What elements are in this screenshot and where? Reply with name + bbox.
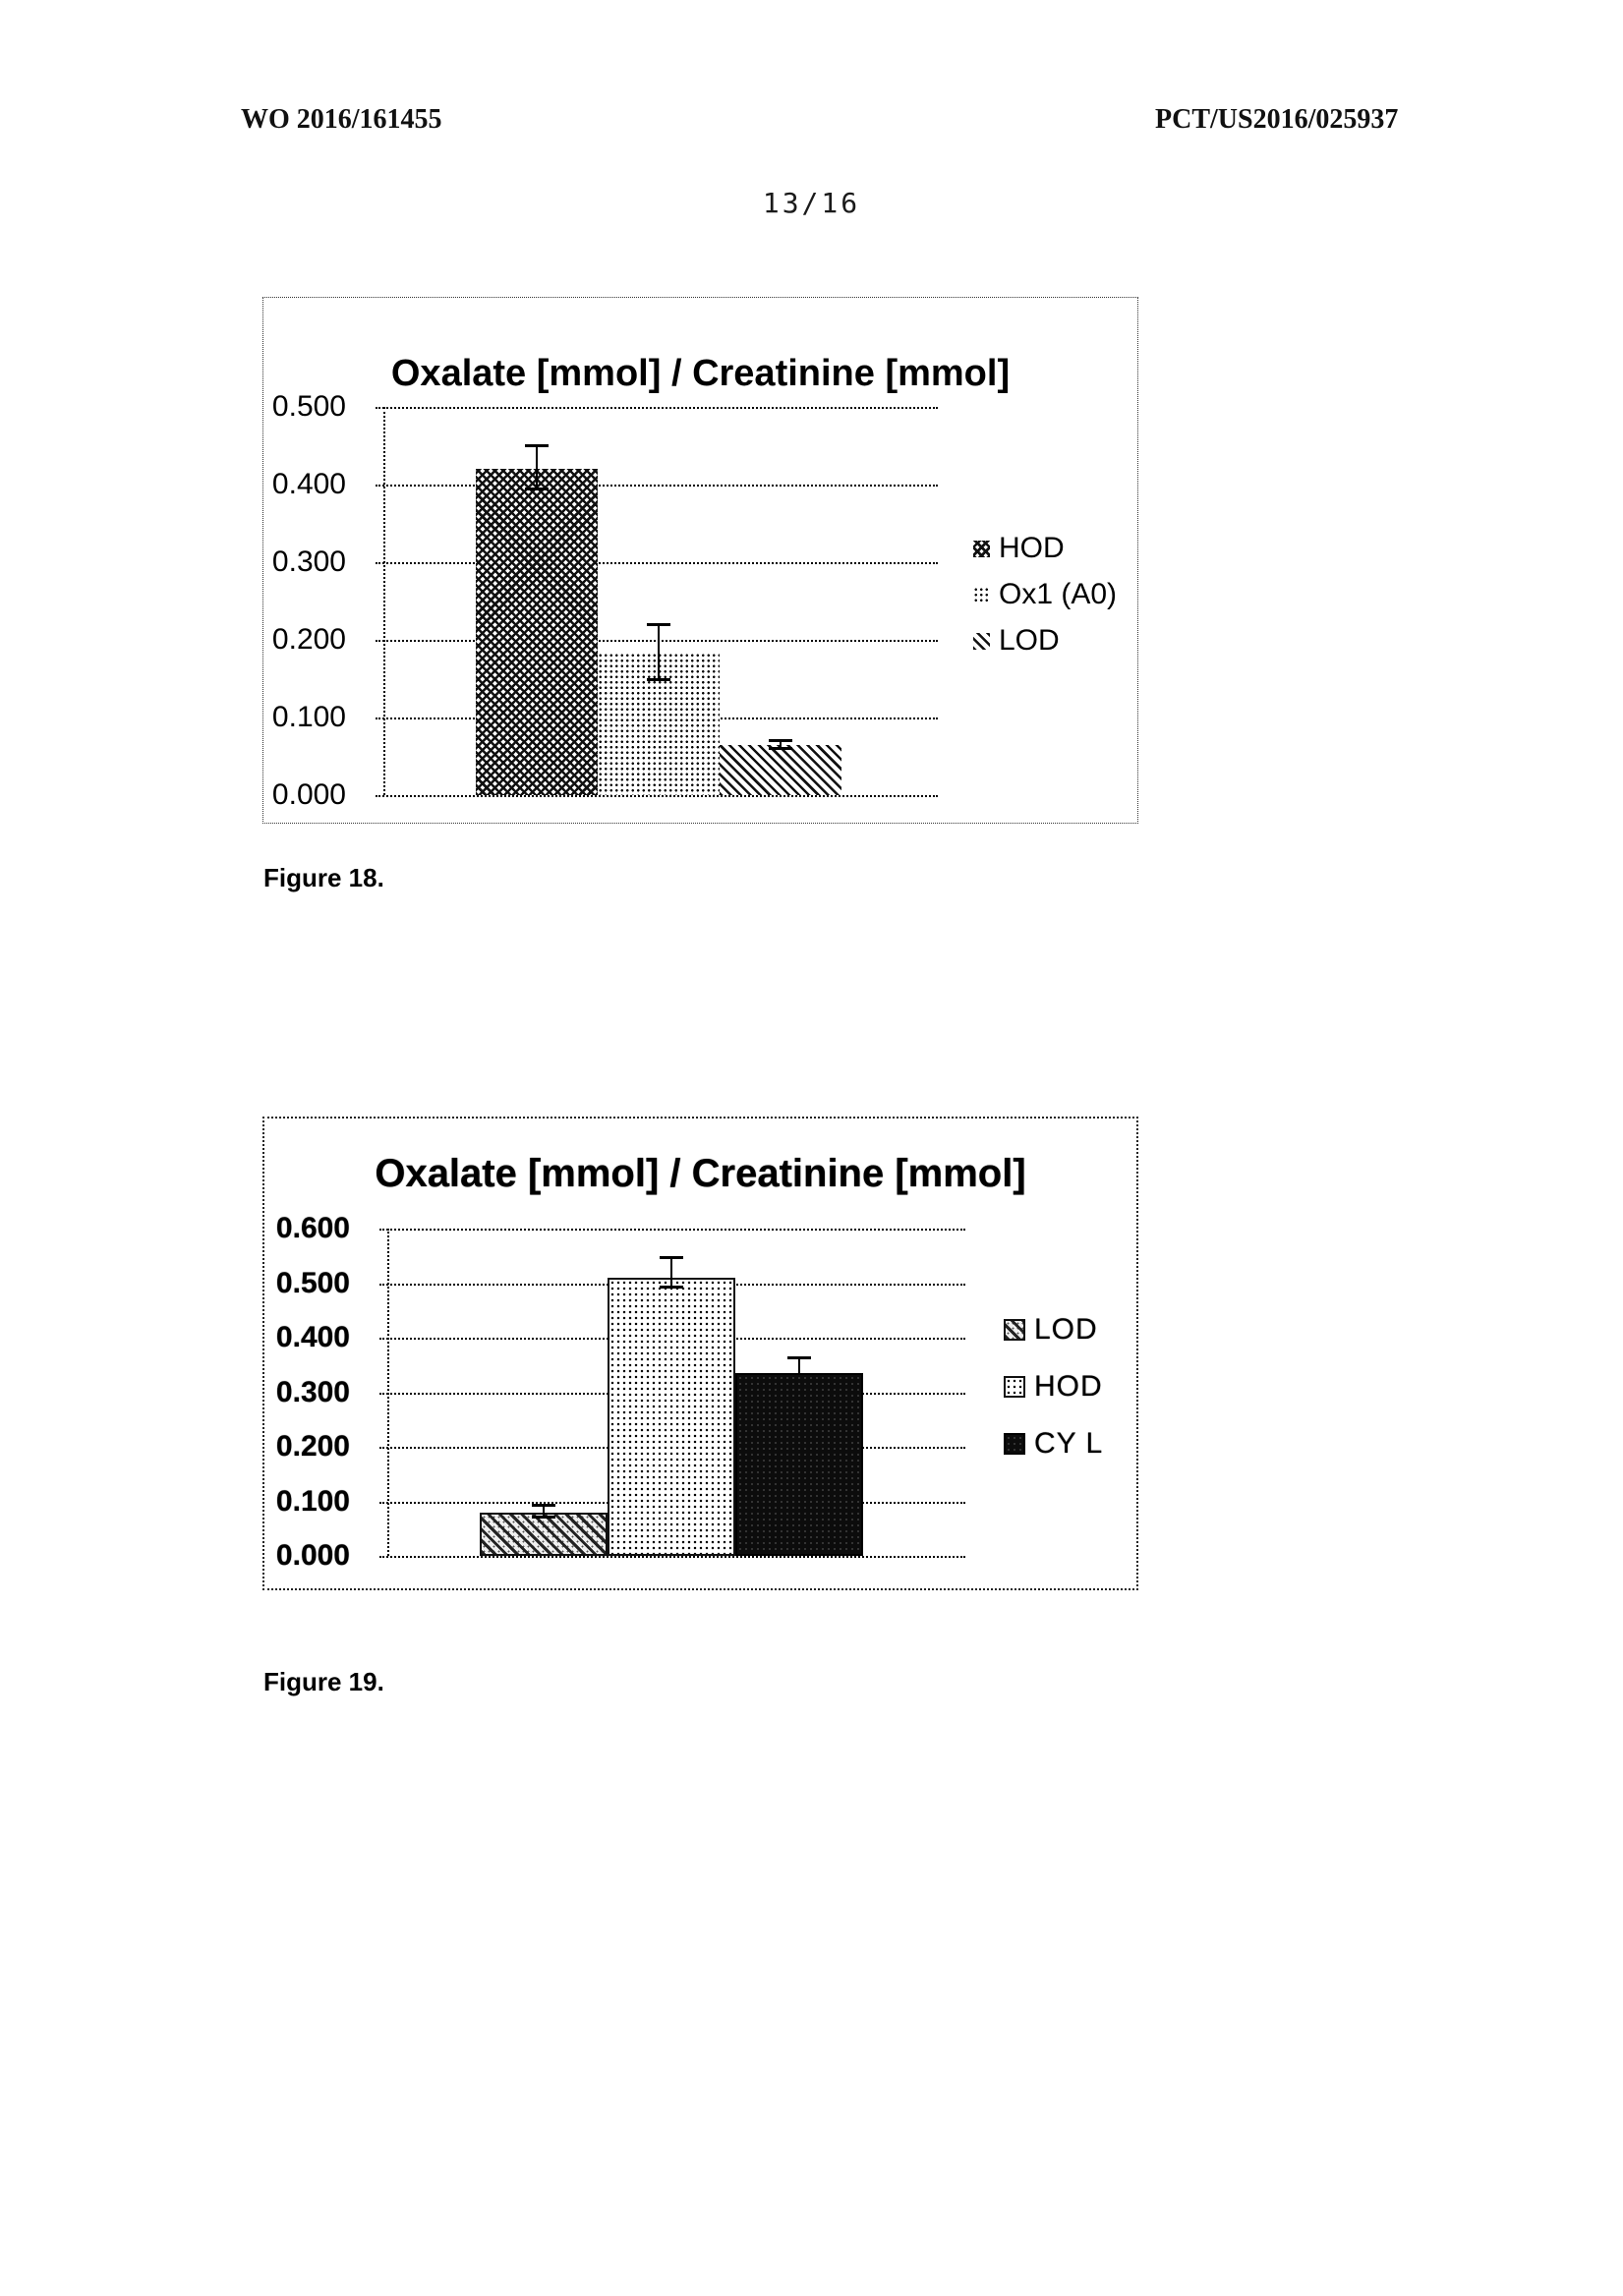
legend-swatch-cy-l — [1004, 1433, 1025, 1455]
y-tick-label: 0.400 — [275, 1321, 350, 1353]
plot-area — [275, 1212, 965, 1572]
legend-swatch-hod — [1004, 1376, 1025, 1398]
legend-swatch-lod — [973, 633, 990, 650]
y-tick-label: 0.000 — [271, 778, 346, 811]
sheet-number: 13/16 — [762, 187, 861, 219]
error-bar-cap-bottom — [525, 488, 549, 490]
error-bar-lod — [769, 739, 792, 750]
y-tick-label: 0.600 — [275, 1212, 350, 1244]
error-bar-ox1-a0 — [647, 623, 670, 681]
bar-lod — [720, 745, 841, 795]
y-tick-label: 0.000 — [275, 1539, 350, 1572]
plot-area — [271, 390, 938, 811]
legend — [1004, 1315, 1103, 1459]
bar-lod — [480, 1513, 608, 1556]
legend-label: HOD — [1034, 1370, 1103, 1403]
legend-item-hod — [1004, 1372, 1103, 1402]
error-bar-cap-bottom — [532, 1516, 555, 1519]
legend-item-lod — [973, 626, 1117, 656]
figure-19-chart — [262, 1117, 1138, 1590]
error-bar-stem — [536, 444, 538, 490]
legend-item-ox1-a0 — [973, 580, 1117, 609]
gridline — [376, 562, 938, 564]
y-tick-label: 0.100 — [275, 1484, 350, 1518]
gridline — [379, 1556, 965, 1558]
legend-item-lod — [1004, 1315, 1103, 1345]
bar-cy-l — [735, 1373, 863, 1556]
bar-hod — [476, 469, 598, 795]
error-bar-cap-bottom — [660, 1286, 683, 1289]
figure-19-caption: Figure 19. — [263, 1667, 384, 1696]
bar-hod — [608, 1278, 735, 1556]
legend-label: HOD — [999, 532, 1065, 564]
error-bar-cap-bottom — [769, 747, 792, 750]
error-bar-hod — [660, 1256, 683, 1289]
legend-swatch-lod — [1004, 1319, 1025, 1341]
y-tick-label: 0.200 — [275, 1430, 350, 1463]
application-number: PCT/US2016/025937 — [1155, 104, 1399, 135]
gridline — [376, 795, 938, 797]
legend-label: LOD — [1034, 1313, 1098, 1346]
legend — [973, 534, 1117, 656]
error-bar-cap-top — [787, 1356, 811, 1359]
error-bar-cap-top — [647, 623, 670, 626]
legend-swatch-hod — [973, 541, 990, 557]
legend-label: Ox1 (A0) — [999, 578, 1118, 610]
gridline — [376, 407, 938, 409]
y-tick-label: 0.400 — [271, 468, 346, 500]
y-tick-label: 0.300 — [275, 1375, 350, 1408]
gridline — [376, 485, 938, 487]
legend-item-hod — [973, 534, 1117, 563]
chart-title: Oxalate [mmol] / Creatinine [mmol] — [375, 1152, 1026, 1195]
legend-label: LOD — [999, 624, 1060, 657]
y-tick-label: 0.500 — [275, 1266, 350, 1299]
y-tick-label: 0.300 — [271, 545, 346, 578]
legend-item-cy-l — [1004, 1429, 1103, 1459]
figure-18-chart — [262, 297, 1138, 824]
legend-swatch-ox1-a0 — [973, 587, 990, 603]
error-bar-cap-top — [769, 739, 792, 742]
y-axis — [383, 407, 385, 795]
legend-label: CY L — [1034, 1427, 1104, 1460]
error-bar-cap-top — [532, 1504, 555, 1507]
error-bar-stem — [670, 1256, 672, 1289]
error-bar-hod — [525, 444, 549, 490]
error-bar-cap-bottom — [647, 678, 670, 681]
publication-number: WO 2016/161455 — [241, 104, 442, 135]
error-bar-stem — [658, 623, 660, 681]
y-tick-label: 0.200 — [271, 623, 346, 656]
error-bar-cy-l — [787, 1356, 811, 1373]
error-bar-cap-top — [660, 1256, 683, 1259]
y-tick-label: 0.500 — [271, 390, 346, 423]
chart-title: Oxalate [mmol] / Creatinine [mmol] — [390, 353, 1011, 394]
error-bar-cap-top — [525, 444, 549, 447]
error-bar-lod — [532, 1504, 555, 1519]
gridline — [379, 1229, 965, 1231]
figure-18-caption: Figure 18. — [263, 863, 384, 892]
y-tick-label: 0.100 — [271, 701, 346, 733]
